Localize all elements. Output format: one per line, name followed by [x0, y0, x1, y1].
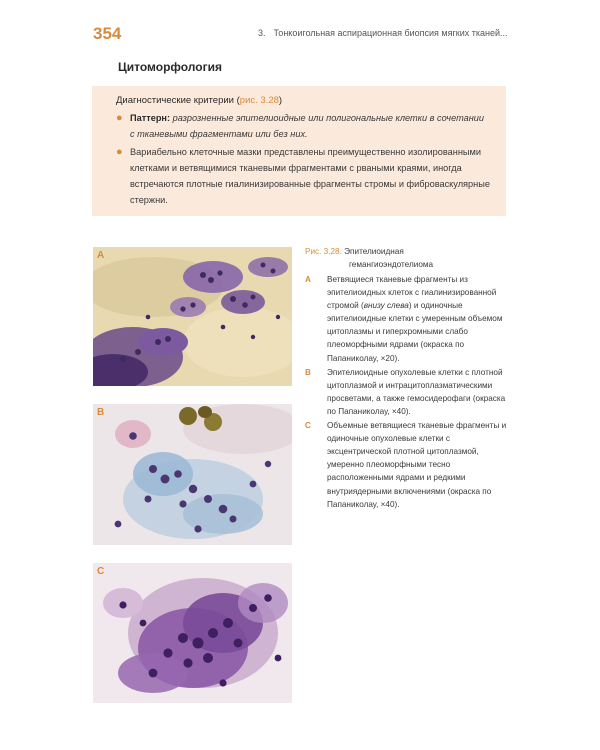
bullet-icon: ● [116, 112, 123, 124]
caption-item: C Объемные ветвящиеся тканевые фрагменты и одиночные опухолевые клетки с эксцентрической плотной цитоплазмой, умеренно плеоморфными тесно расположенными ядрами и редкими внутриядерными включениями (окраска по Папаниколау, ×40). [305, 421, 507, 509]
caption-letter: A [305, 275, 311, 284]
micrograph-c [93, 563, 292, 703]
criteria-heading: Диагностические критерии (рис. 3.28) [116, 95, 283, 106]
chapter-title: Тонкоигольная аспирационная биопсия мягких тканей... [273, 28, 508, 38]
panel-letter: C [97, 566, 105, 577]
panel-letter: A [97, 250, 105, 261]
running-head [258, 28, 518, 38]
micrograph-b [93, 404, 292, 545]
caption-item: A Ветвящиеся тканевые фрагменты из эпителиоидных клеток с гиалинизированной стромой (внизу слева) и одиночные эпителиоидные клетки с умеренным объемом цитоплазмы и гиперхромными слабо плеоморфными ядрами (окраска по Папаниколау, ×20). [305, 275, 503, 363]
figure-label: Рис. 3.28. [305, 247, 342, 256]
panel-letter: B [97, 407, 105, 418]
caption-item: B Эпителиоидные опухолевые клетки с плотной цитоплазмой и интрацитоплазматическими просветами, а также гемосидерофаги (окраска по Папаниколау, ×40). [305, 367, 506, 416]
caption-letter: B [305, 367, 311, 377]
bullet-icon: ● [116, 146, 123, 158]
page-number: 354 [93, 24, 122, 43]
figure-caption-heading [305, 245, 510, 271]
criteria-item [116, 144, 490, 208]
section-title: Цитоморфология [118, 60, 222, 74]
figure-caption [305, 245, 510, 512]
criteria-text: разрозненные эпителиоидные или полигональные клетки в сочетании с тканевыми фрагментами или без них. [130, 113, 485, 139]
micrograph-a [93, 247, 292, 386]
criteria-label: Паттерн: [130, 113, 171, 123]
criteria-text: Вариабельно клеточные мазки представлены преимущественно изолированными клетками и ветвящимися тканевыми фрагментами с рваными краями, иногда встречаются плотные гиалинизированные фрагменты стромы и фиброваскулярные стержни. [130, 147, 490, 205]
diagnostic-criteria-box [92, 86, 506, 216]
figure-title-line2: гемангиоэндотелиома [349, 260, 434, 269]
chapter-number: 3. [258, 28, 266, 38]
caption-letter: C [305, 421, 311, 431]
criteria-item [116, 110, 490, 142]
figure-reference-link[interactable]: рис. 3.28 [239, 95, 279, 106]
figure-title: Эпителиоидная [344, 247, 404, 256]
